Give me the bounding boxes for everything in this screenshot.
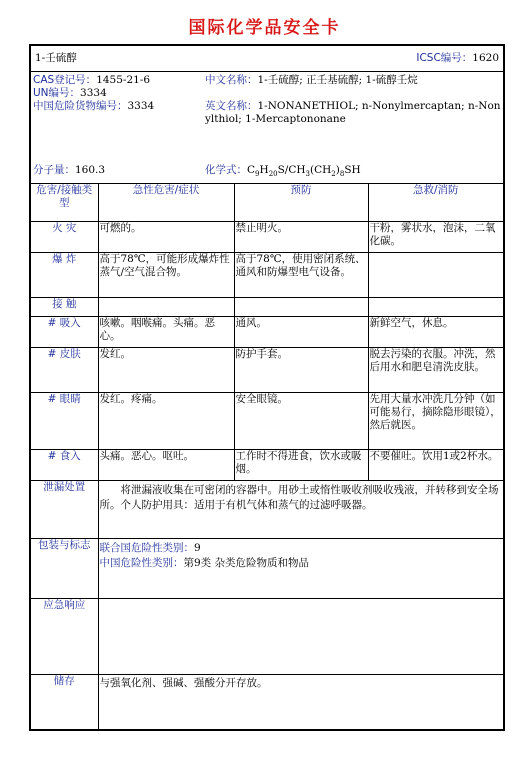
hazard-symptoms: 咳嗽。咽喉痛。头痛。恶心。	[98, 316, 234, 347]
safety-card-table	[29, 44, 505, 731]
card-header-row	[30, 45, 504, 71]
col-header-symptoms: 急性危害/症状	[98, 183, 234, 221]
hazard-symptoms: 发红。	[98, 347, 234, 392]
hazard-prevention: 工作时不得进食，饮水或吸烟。	[234, 449, 368, 480]
en-name-label: 英文名称：	[205, 99, 258, 112]
emergency-text	[98, 598, 504, 674]
storage-label: 储存	[30, 674, 98, 730]
hazard-symptoms: 高于78℃，可能形成爆炸性蒸气/空气混合物。	[98, 252, 234, 297]
hazard-symptoms: 头痛。恶心。呕吐。	[98, 449, 234, 480]
hazard-row-fire	[30, 221, 504, 252]
mw-label: 分子量：	[33, 163, 75, 176]
hazard-row-eyes	[30, 392, 504, 449]
un-value: 3334	[80, 86, 107, 99]
hazard-first-aid: 脱去污染的衣服。冲洗，然后用水和肥皂清洗皮肤。	[368, 347, 504, 392]
hazard-row-explosion	[30, 252, 504, 297]
col-header-first-aid: 急救/消防	[368, 183, 504, 221]
hazard-symptoms	[98, 297, 234, 316]
col-header-type: 危害/接触类型	[30, 183, 98, 221]
emergency-label: 应急响应	[30, 598, 98, 674]
icsc-label: ICSC编号：	[416, 51, 473, 64]
hazard-label: # 眼睛	[30, 392, 98, 449]
formula-label: 化学式：	[205, 163, 247, 176]
hazard-prevention: 高于78℃，使用密闭系统、通风和防爆型电气设备。	[234, 252, 368, 297]
hazard-label: # 食入	[30, 449, 98, 480]
storage-row	[30, 674, 504, 730]
cn-name	[205, 74, 501, 87]
emergency-row	[30, 598, 504, 674]
hazard-first-aid: 新鲜空气，休息。	[368, 316, 504, 347]
un-label: UN编号：	[33, 86, 81, 99]
chemical-name: 1-壬硫醇	[35, 51, 77, 64]
icsc-number	[416, 52, 499, 65]
identity-row	[30, 71, 504, 183]
en-name	[205, 100, 501, 126]
hazard-first-aid	[368, 252, 504, 297]
hazard-prevention	[234, 297, 368, 316]
hazard-prevention: 防护手套。	[234, 347, 368, 392]
hazard-row-inhalation	[30, 316, 504, 347]
column-header-row	[30, 183, 504, 221]
un-hazard-class	[100, 541, 503, 556]
hazard-row-contact	[30, 297, 504, 316]
mw-value: 160.3	[75, 163, 106, 176]
en-name-value: 1-NONANETHIOL; n-Nonylmercaptan; n-Nonylthiol; 1-Mercaptononane	[205, 99, 501, 125]
hazard-symptoms: 发红。疼痛。	[98, 392, 234, 449]
hazard-prevention: 安全眼镜。	[234, 392, 368, 449]
icsc-value: 1620	[472, 51, 500, 64]
identity-inner	[31, 72, 503, 182]
hazard-row-ingestion	[30, 449, 504, 480]
packaging-row	[30, 538, 504, 598]
cn-hazard-class	[100, 556, 503, 571]
formula-value: $C_9H_{20}S/CH_3(CH_2)_8SH$	[247, 163, 361, 178]
cn-danger-number	[33, 100, 201, 113]
hazard-first-aid: 干粉，雾状水，泡沫，二氧化碳。	[368, 221, 504, 252]
spill-label: 泄漏处置	[30, 480, 98, 538]
hazard-label: # 皮肤	[30, 347, 98, 392]
cas-label: CAS登记号：	[33, 73, 97, 86]
cn-name-value: 1-壬硫醇; 正壬基硫醇; 1-硫醇壬烷	[257, 73, 418, 86]
un-class-label: 联合国危险性类别：	[99, 541, 194, 554]
un-class-value: 9	[194, 541, 201, 554]
cn-name-label: 中文名称：	[205, 73, 258, 86]
hazard-label: # 吸入	[30, 316, 98, 347]
hazard-label: 接 触	[30, 297, 98, 316]
cn-class-value: 第9类 杂类危险物质和物品	[183, 556, 310, 569]
cn-danger-label: 中国危险货物编号：	[33, 99, 128, 112]
cas-value: 1455-21-6	[96, 73, 151, 86]
hazard-row-skin	[30, 347, 504, 392]
hazard-prevention: 禁止明火。	[234, 221, 368, 252]
hazard-first-aid: 先用大量水冲洗几分钟（如可能易行，摘除隐形眼镜），然后就医。	[368, 392, 504, 449]
page-title: 国际化学品安全卡	[188, 18, 341, 38]
hazard-first-aid	[368, 297, 504, 316]
hazard-symptoms: 可燃的。	[98, 221, 234, 252]
hazard-prevention: 通风。	[234, 316, 368, 347]
col-header-prevention: 预防	[234, 183, 368, 221]
un-number	[33, 87, 201, 100]
cas-number	[33, 74, 201, 87]
hazard-first-aid: 不要催吐。饮用1或2杯水。	[368, 449, 504, 480]
hazard-label: 爆 炸	[30, 252, 98, 297]
spill-row	[30, 480, 504, 538]
cn-danger-value: 3334	[127, 99, 155, 112]
cn-class-label: 中国危险性类别：	[99, 556, 184, 569]
spill-text: 将泄漏液收集在可密闭的容器中。用砂土或惰性吸收剂吸收残液，并转移到安全场所。个人防护用具：适用于有机气体和蒸气的过滤呼吸器。	[98, 480, 504, 538]
storage-text: 与强氧化剂、强碱、强酸分开存放。	[98, 674, 504, 730]
hazard-label: 火 灾	[30, 221, 98, 252]
packaging-label: 包装与标志	[30, 538, 98, 598]
